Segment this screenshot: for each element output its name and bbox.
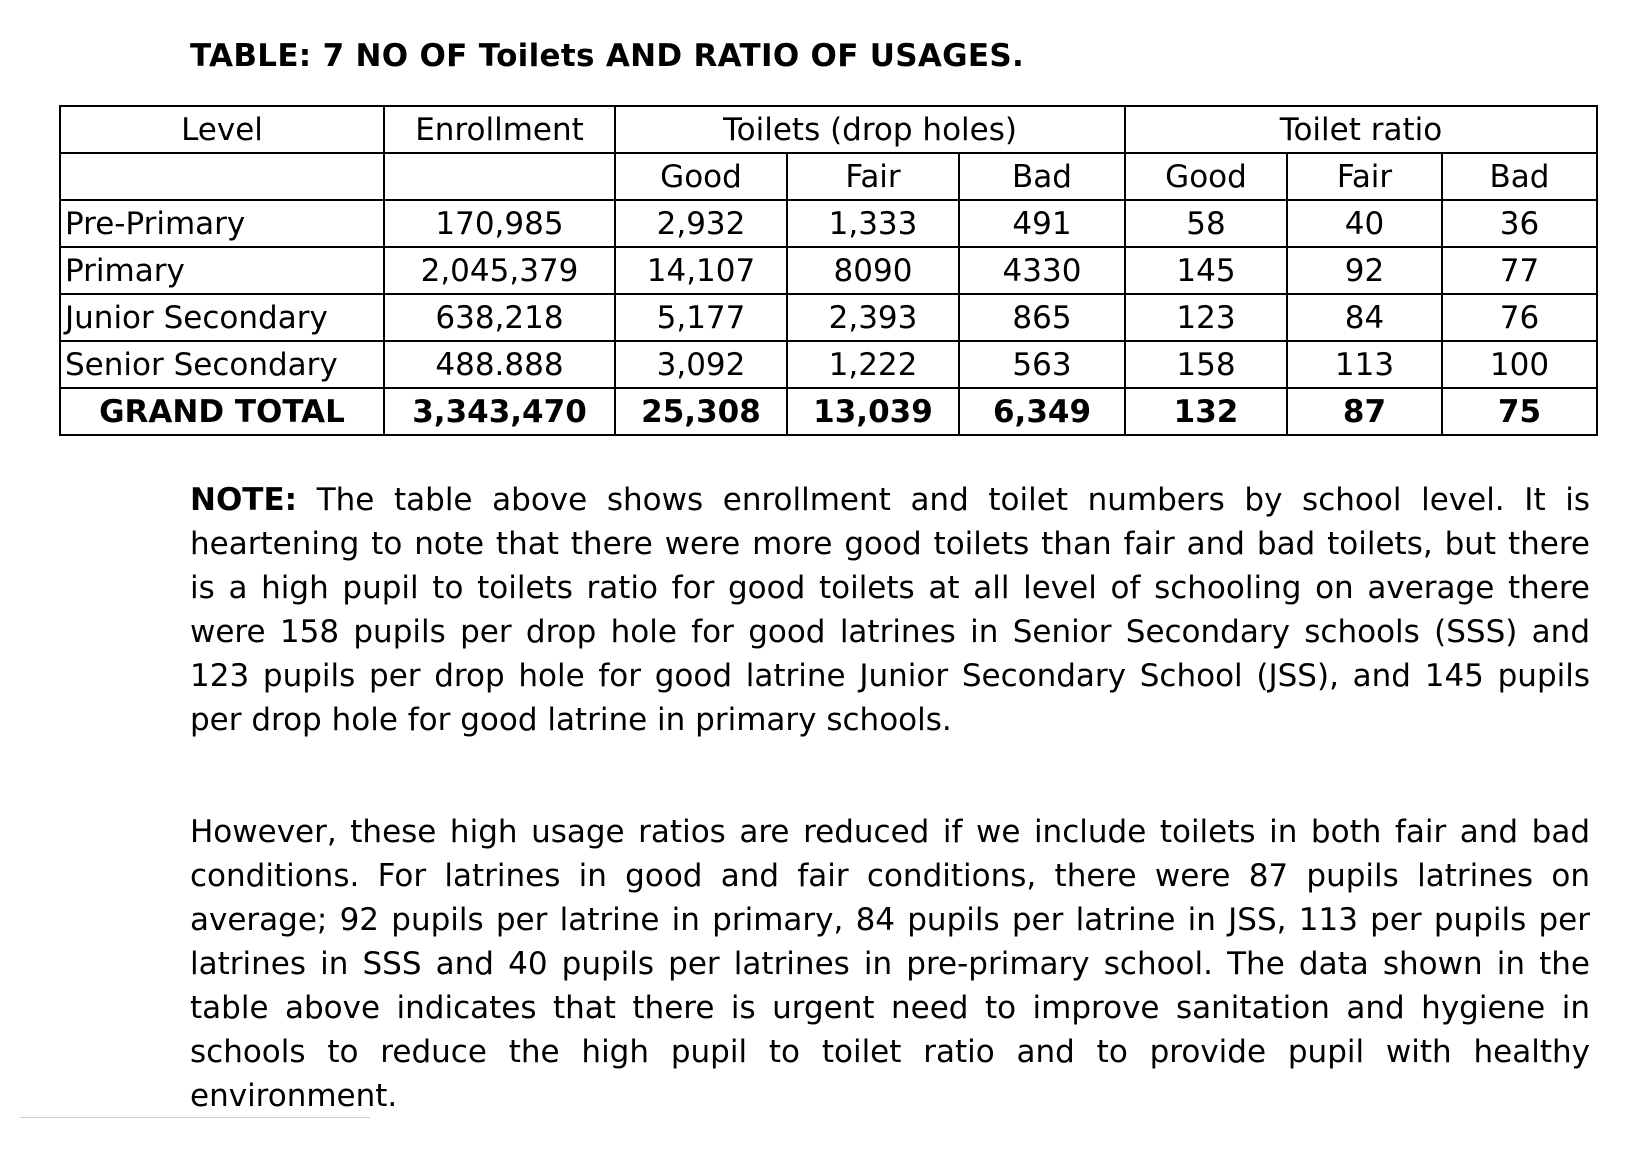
cell-ratio-bad: 36 bbox=[1442, 200, 1597, 247]
cell-toilets-fair: 2,393 bbox=[787, 294, 959, 341]
cell-toilets-bad: 865 bbox=[959, 294, 1125, 341]
cell-toilets-good: 3,092 bbox=[615, 341, 787, 388]
cell-ratio-fair: 92 bbox=[1287, 247, 1442, 294]
header-toilets-group: Toilets (drop holes) bbox=[615, 106, 1125, 153]
cell-ratio-fair: 84 bbox=[1287, 294, 1442, 341]
cell-toilets-good: 14,107 bbox=[615, 247, 787, 294]
cell-toilets-bad: 491 bbox=[959, 200, 1125, 247]
note-paragraph-2: However, these high usage ratios are reduced if we include toilets in both fair and bad conditions. For latrines in good and fair conditions, there were 87 pupils latrines on average; 92 pupils per latrine in primary, 84 pupils per latrine in JSS, 113 per pupils per latrines in SSS and 40 pupils per latrines in pre-primary school. The data shown in the table above indicates that there is urgent need to improve sanitation and hygiene in schools to reduce the high pupil to toilet ratio and to provide pupil with healthy environment. bbox=[190, 814, 1590, 1114]
header-ratio-fair: Fair bbox=[1287, 153, 1442, 200]
cell-enrollment: 170,985 bbox=[384, 200, 615, 247]
header-ratio-bad: Bad bbox=[1442, 153, 1597, 200]
grand-total-row bbox=[60, 388, 1597, 435]
cell-ratio-good: 158 bbox=[1125, 341, 1287, 388]
cell-ratio-fair: 40 bbox=[1287, 200, 1442, 247]
cell-level: Pre-Primary bbox=[60, 200, 384, 247]
cell-level: Primary bbox=[60, 247, 384, 294]
cell-toilets-fair: 1,222 bbox=[787, 341, 959, 388]
header-toilets-fair: Fair bbox=[787, 153, 959, 200]
note-paragraph-1-text: The table above shows enrollment and toilet numbers by school level. It is heartening to note that there were more good toilets than fair and bad toilets, but there is a high pupil to toilets ratio for good toilets at all level of schooling on average there were 158 pupils per drop hole for good latrines in Senior Secondary schools (SSS) and 123 pupils per drop hole for good latrine Junior Secondary School (JSS), and 145 pupils per drop hole for good latrine in primary schools. bbox=[190, 482, 1591, 738]
cell-level: Junior Secondary bbox=[60, 294, 384, 341]
total-ratio-fair: 87 bbox=[1287, 388, 1442, 435]
cell-ratio-bad: 76 bbox=[1442, 294, 1597, 341]
header-toilets-bad: Bad bbox=[959, 153, 1125, 200]
note-label: NOTE: bbox=[190, 482, 298, 518]
cell-ratio-good: 145 bbox=[1125, 247, 1287, 294]
header-ratio-group: Toilet ratio bbox=[1125, 106, 1597, 153]
header-enrollment: Enrollment bbox=[384, 106, 615, 153]
cell-ratio-fair: 113 bbox=[1287, 341, 1442, 388]
toilet-table bbox=[59, 105, 1598, 436]
header-level: Level bbox=[60, 106, 384, 153]
cell-toilets-bad: 563 bbox=[959, 341, 1125, 388]
note-paragraph-1 bbox=[190, 478, 1590, 742]
cell-toilets-fair: 1,333 bbox=[787, 200, 959, 247]
cell-enrollment: 488.888 bbox=[384, 341, 615, 388]
header-empty-enrollment bbox=[384, 153, 615, 200]
total-toilets-fair: 13,039 bbox=[787, 388, 959, 435]
cell-ratio-bad: 77 bbox=[1442, 247, 1597, 294]
cell-toilets-bad: 4330 bbox=[959, 247, 1125, 294]
header-row-1 bbox=[60, 106, 1597, 153]
table-row bbox=[60, 341, 1597, 388]
cell-ratio-good: 123 bbox=[1125, 294, 1287, 341]
total-enrollment: 3,343,470 bbox=[384, 388, 615, 435]
header-empty-level bbox=[60, 153, 384, 200]
total-toilets-good: 25,308 bbox=[615, 388, 787, 435]
cell-toilets-fair: 8090 bbox=[787, 247, 959, 294]
table-title: TABLE: 7 NO OF Toilets AND RATIO OF USAGES. bbox=[190, 38, 1025, 74]
cell-toilets-good: 5,177 bbox=[615, 294, 787, 341]
table-row bbox=[60, 294, 1597, 341]
cell-enrollment: 2,045,379 bbox=[384, 247, 615, 294]
total-ratio-bad: 75 bbox=[1442, 388, 1597, 435]
cell-toilets-good: 2,932 bbox=[615, 200, 787, 247]
total-toilets-bad: 6,349 bbox=[959, 388, 1125, 435]
header-row-2 bbox=[60, 153, 1597, 200]
header-toilets-good: Good bbox=[615, 153, 787, 200]
total-ratio-good: 132 bbox=[1125, 388, 1287, 435]
table-row bbox=[60, 200, 1597, 247]
bottom-divider bbox=[20, 1117, 370, 1118]
header-ratio-good: Good bbox=[1125, 153, 1287, 200]
table-row bbox=[60, 247, 1597, 294]
cell-enrollment: 638,218 bbox=[384, 294, 615, 341]
total-level: GRAND TOTAL bbox=[60, 388, 384, 435]
cell-ratio-bad: 100 bbox=[1442, 341, 1597, 388]
cell-level: Senior Secondary bbox=[60, 341, 384, 388]
cell-ratio-good: 58 bbox=[1125, 200, 1287, 247]
